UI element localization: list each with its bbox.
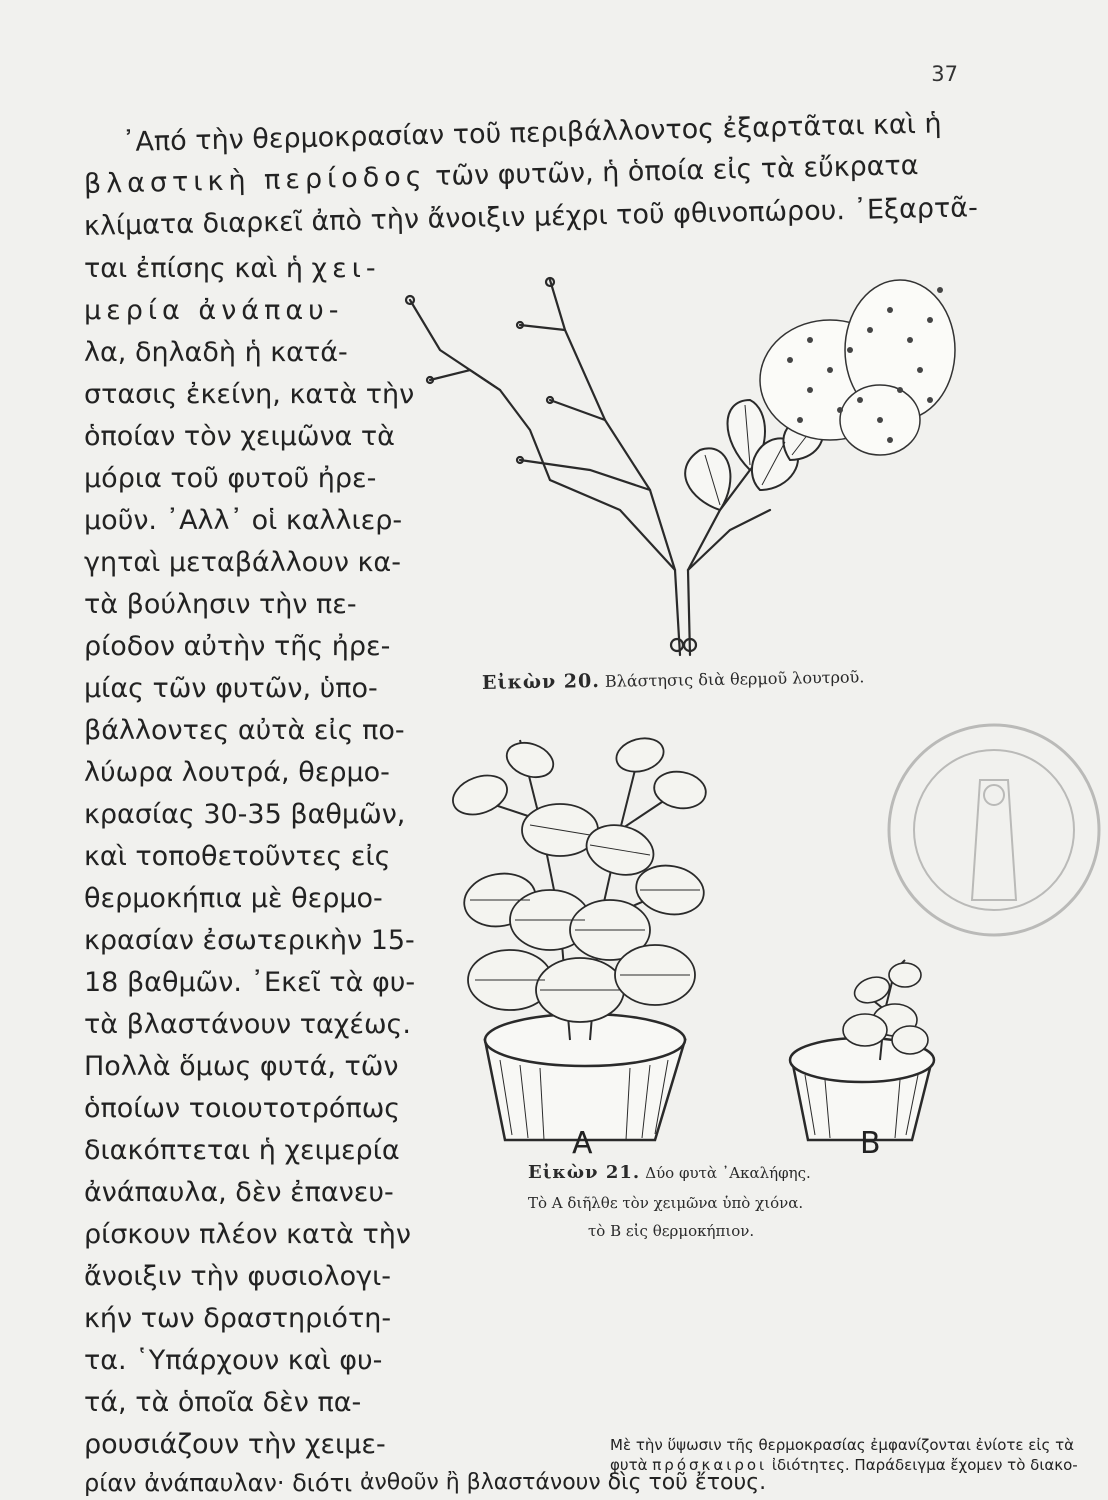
- text-line: ᾿Από τὴν θερμοκρασίαν τοῦ περιβάλλοντος ἐξαρτᾶται καὶ ἡ: [121, 108, 942, 158]
- text-line: μίας τῶν φυτῶν, ὑπο-: [84, 673, 378, 704]
- text-run: τῶν φυτῶν, ἡ ὁποία εἰς τὰ εὔκρατα: [434, 150, 919, 193]
- figure-20-illustration: [390, 270, 970, 660]
- text-line: ρίαν ἀνάπαυλαν· διότι: [84, 1469, 353, 1497]
- text-line: ὁποίαν τὸν χειμῶνα τὰ: [84, 421, 395, 452]
- text-line: λύωρα λουτρά, θερμο-: [84, 757, 390, 788]
- figure-21-caption-line2: Τὸ Α διῆλθε τὸν χειμῶνα ὑπὸ χιόνα.: [528, 1194, 804, 1212]
- figure-20-caption: [482, 665, 865, 694]
- library-stamp: [880, 700, 1108, 960]
- plant-a-leaves: [448, 733, 709, 1022]
- figure-20-number: Εἰκὼν 20.: [481, 669, 601, 694]
- figure-21-number: Εἰκὼν 21.: [528, 1162, 641, 1183]
- text-line: βάλλοντες αὐτὰ εἰς πο-: [84, 715, 405, 746]
- emphasized-term: μερία ἀνάπαυ-: [84, 295, 344, 326]
- plant-b-label: Β: [860, 1126, 881, 1161]
- text-line: 18 βαθμῶν. ᾿Εκεῖ τὰ φυ-: [84, 967, 416, 998]
- text-line: στασις ἐκείνη, κατὰ τὴν: [84, 379, 415, 410]
- emphasized-term: πρόσκαιροι: [652, 1456, 768, 1474]
- text-line: ρίσκουν πλέον κατὰ τὴν: [84, 1219, 411, 1250]
- text-run: ται ἐπίσης καὶ ἡ: [84, 253, 303, 284]
- text-line: [84, 151, 919, 200]
- page-number: 37: [931, 62, 958, 86]
- emphasized-term: βλαστικὴ περίοδος: [83, 161, 427, 200]
- text-line: τα. ῾Υπάρχουν καὶ φυ-: [84, 1345, 383, 1376]
- text-line: μόρια τοῦ φυτοῦ ἠρε-: [84, 463, 377, 494]
- text-line: Μὲ τὴν ὕψωσιν τῆς θερμοκρασίας ἐμφανίζονται ἐνίοτε εἰς τὰ: [610, 1436, 1074, 1454]
- text-line: ἀνθοῦν ἢ βλαστάνουν δὶς τοῦ ἔτους.: [360, 1470, 767, 1495]
- text-line: θερμοκήπια μὲ θερμο-: [84, 883, 383, 914]
- text-line: Πολλὰ ὅμως φυτά, τῶν: [84, 1051, 399, 1082]
- text-line: καὶ τοποθετοῦντες εἰς: [84, 841, 391, 872]
- text-line: ρουσιάζουν τὴν χειμε-: [84, 1429, 386, 1460]
- text-line: λα, δηλαδὴ ἡ κατά-: [84, 337, 348, 368]
- text-line: διακόπτεται ἡ χειμερία: [84, 1135, 400, 1166]
- text-line: κρασίας 30-35 βαθμῶν,: [84, 799, 406, 830]
- text-line: κήν των δραστηριότη-: [84, 1303, 392, 1334]
- text-line: τά, τὰ ὁποῖα δὲν πα-: [84, 1387, 362, 1418]
- plant-a-label: Α: [572, 1126, 593, 1161]
- text-line: κρασίαν ἐσωτερικὴν 15-: [84, 925, 415, 956]
- text-line: ἀνάπαυλα, δὲν ἐπανευ-: [84, 1177, 394, 1208]
- text-line: [84, 254, 381, 284]
- pot-a: [485, 1014, 685, 1140]
- figure-21-caption-line1: Δύο φυτὰ ᾿Ακαλήφης.: [645, 1164, 811, 1182]
- text-line: μοῦν. ᾿Αλλ᾿ οἱ καλλιερ-: [84, 505, 403, 536]
- text-run: ἰδιότητες. Παράδειγμα ἔχομεν τὸ διακο-: [771, 1456, 1078, 1474]
- figure-21-caption: [528, 1162, 811, 1183]
- text-line: τὰ βούλησιν τὴν πε-: [84, 589, 357, 620]
- text-line: ρίοδον αὐτὴν τῆς ἠρε-: [84, 631, 391, 662]
- text-run: φυτὰ: [610, 1456, 648, 1474]
- text-line: κλίματα διαρκεῖ ἀπὸ τὴν ἄνοιξιν μέχρι τοῦ φθινοπώρου. ᾿Εξαρτᾶ-: [83, 192, 979, 242]
- figure-21-illustration: [440, 720, 940, 1160]
- text-line: [610, 1456, 1078, 1474]
- text-line: ἄνοιξιν τὴν φυσιολογι-: [84, 1261, 391, 1292]
- emphasized-term: χει-: [311, 253, 381, 284]
- figure-20-caption-text: Βλάστησις διὰ θερμοῦ λουτροῦ.: [604, 667, 865, 691]
- text-line: τὰ βλαστάνουν ταχέως.: [84, 1009, 411, 1040]
- text-line: ὁποίων τοιουτοτρόπως: [84, 1093, 401, 1124]
- text-line: γηταὶ μεταβάλλουν κα-: [84, 547, 401, 578]
- figure-21-caption-line3: τὸ Β εἰς θερμοκήπιον.: [588, 1222, 755, 1240]
